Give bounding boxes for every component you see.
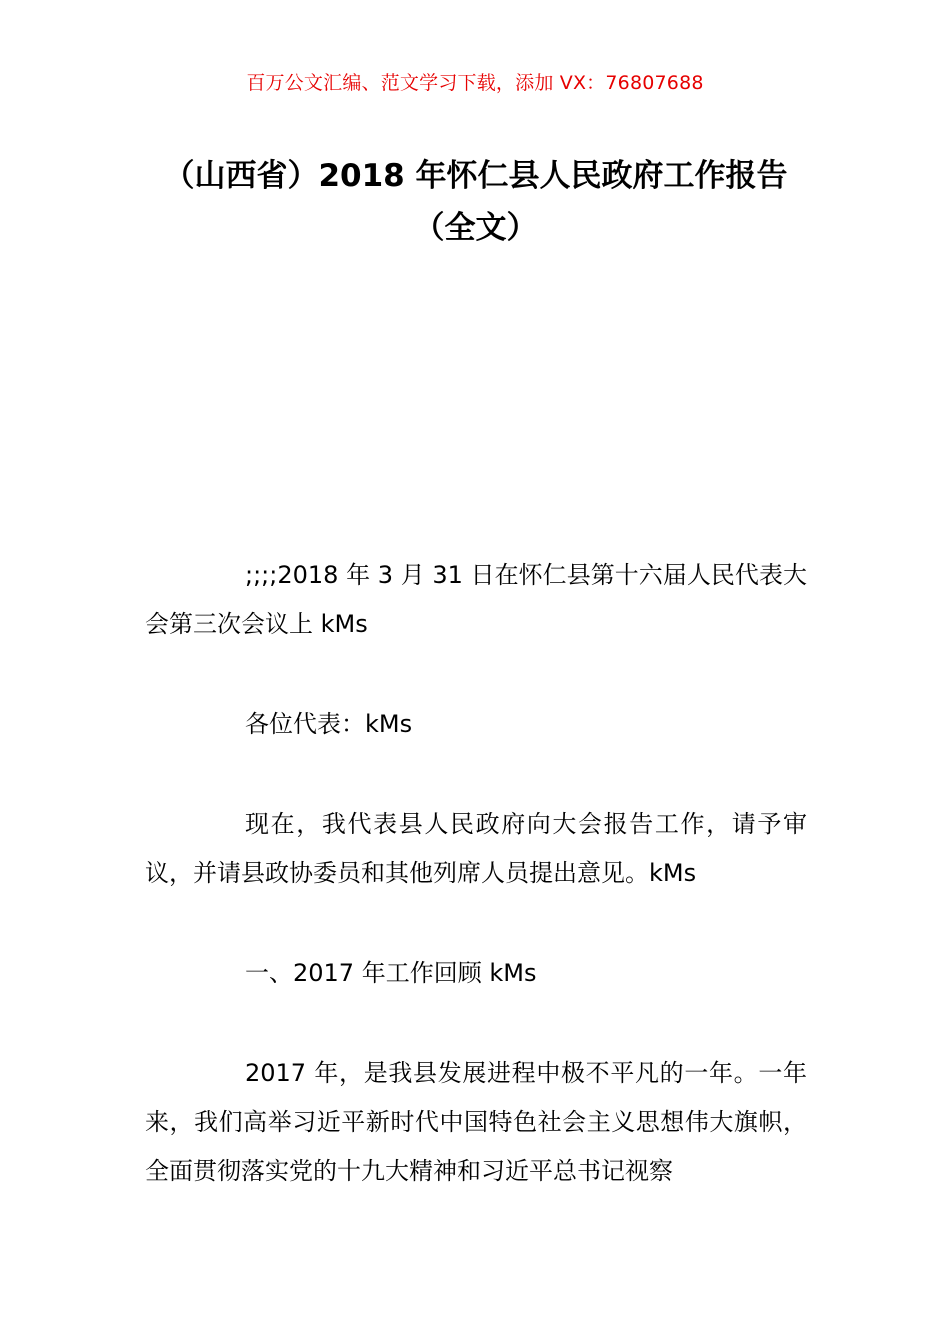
paragraph-meeting-info: ;;;;2018 年 3 月 31 日在怀仁县第十六届人民代表大会第三次会议上 kMs [145,561,807,638]
document-body [145,551,807,1247]
paragraph-salutation: 各位代表：kMs [245,710,413,738]
paragraph-intro: 现在，我代表县人民政府向大会报告工作，请予审议，并请县政协委员和其他列席人员提出意见。kMs [145,810,807,887]
section-heading-review: 一、2017 年工作回顾 kMs [245,959,537,987]
header-contact-note: 百万公文汇编、范文学习下载，添加 VX：76807688 [246,72,704,94]
document-title: （山西省）2018 年怀仁县人民政府工作报告（全文） [163,158,788,246]
paragraph-review-body: 2017 年，是我县发展进程中极不平凡的一年。一年来，我们高举习近平新时代中国特色社会主义思想伟大旗帜，全面贯彻落实党的十九大精神和习近平总书记视察 [145,1059,807,1185]
